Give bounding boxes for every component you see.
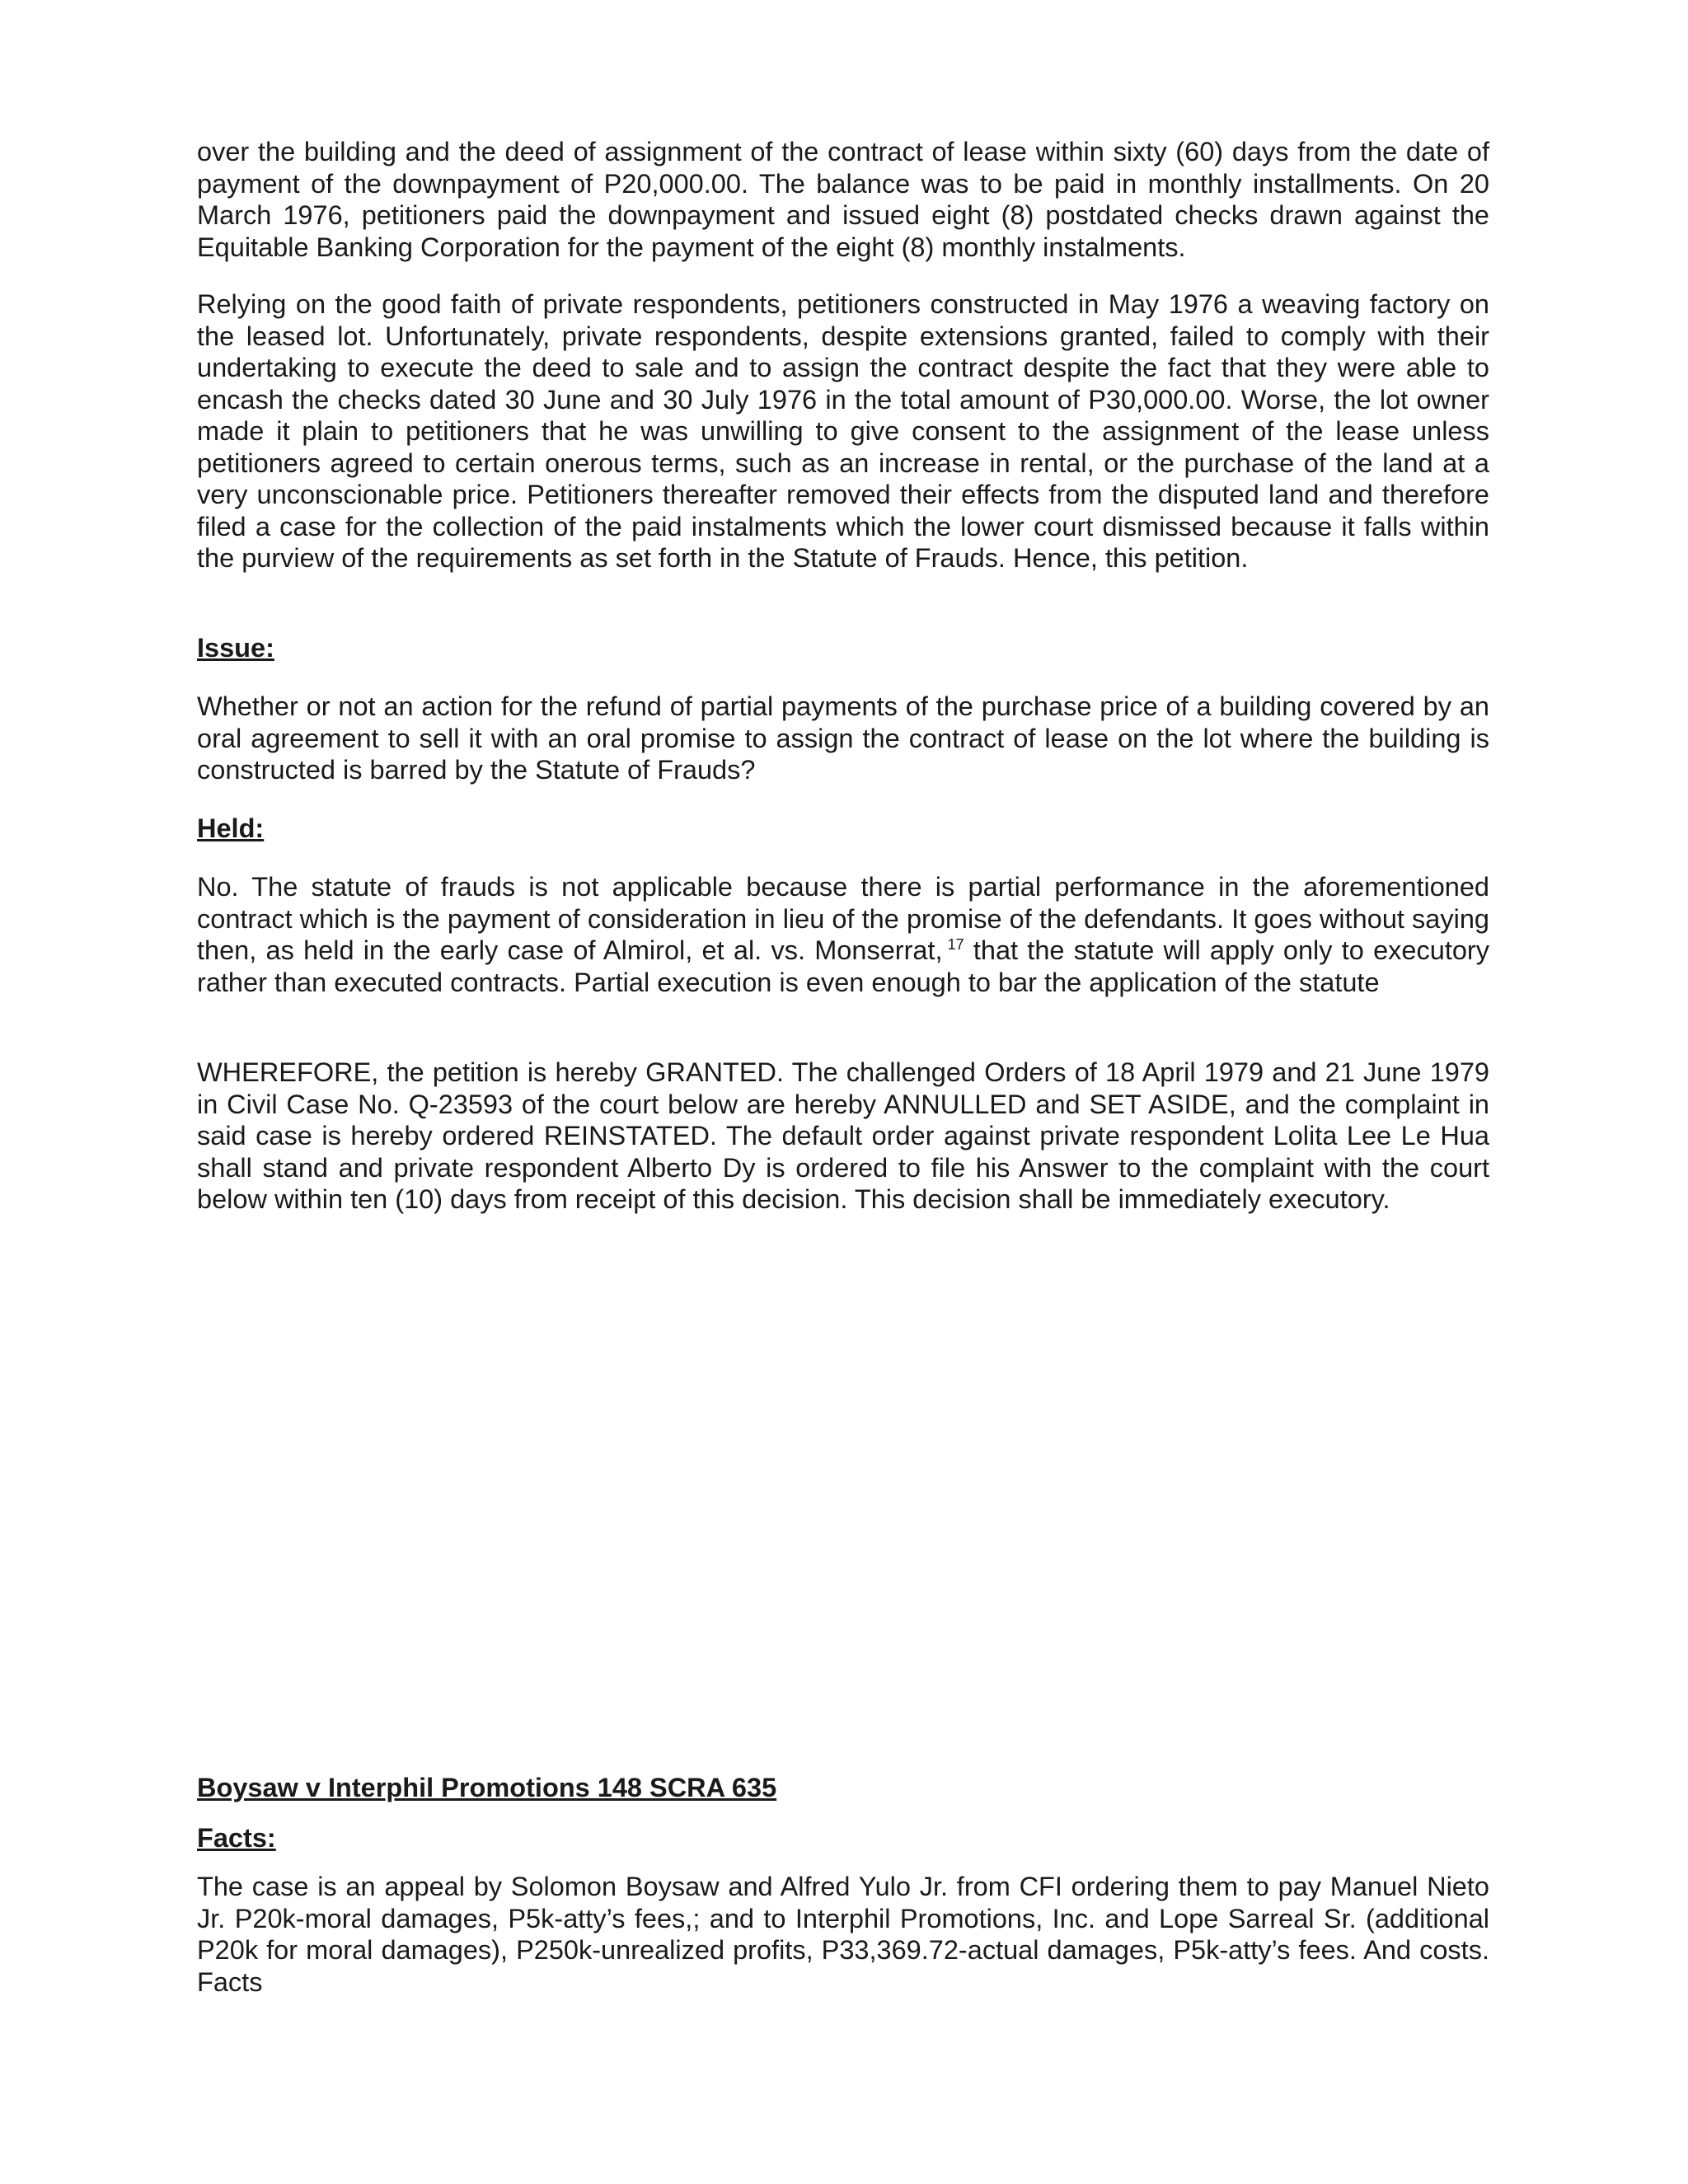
held-text-part2: that the statute will apply only to executory rather than executed contracts. Partial execution is even enough to bar the application of the statute xyxy=(197,935,1489,997)
held-heading: Held: xyxy=(197,813,265,843)
issue-heading-block xyxy=(197,632,1489,664)
facts-heading: Facts: xyxy=(197,1823,276,1853)
case-title: Boysaw v Interphil Promotions 148 SCRA 635 xyxy=(197,1773,777,1802)
footnote-reference: 17 xyxy=(947,936,964,954)
issue-text-block xyxy=(197,691,1489,786)
held-text-part1: No. The statute of frauds is not applicable because there is partial performance in the aforementioned contract which is the payment of consideration in lieu of the promise of the defendants. It goes without saying then, as held in the early case of Almirol, et al. vs. Monserrat, xyxy=(197,872,1489,965)
wherefore-block xyxy=(197,1057,1489,1216)
paragraph-sale-terms xyxy=(197,136,1489,263)
issue-heading: Issue: xyxy=(197,633,274,663)
paragraph-text: Relying on the good faith of private respondents, petitioners constructed in May 1976 a weaving factory on the leased lot. Unfortunately, private respondents, despite extensions granted, failed to comply with their undertaking to execute the deed to sale and to assign the contract despite the fact that they were able to encash the checks dated 30 June and 30 July 1976 in the total amount of P30,000.00. Worse, the lot owner made it plain to petitioners that he was unwilling to give consent to the assignment of the lease unless petitioners agreed to certain onerous terms, such as an increase in rental, or the purchase of the land at a very unconscionable price. Petitioners thereafter removed their effects from the disputed land and therefore filed a case for the collection of the paid instalments which the lower court dismissed because it falls within the purview of the requirements as set forth in the Statute of Frauds. Hence, this petition. xyxy=(197,289,1489,573)
held-heading-block xyxy=(197,813,1489,845)
paragraph-facts-continued xyxy=(197,288,1489,574)
issue-text: Whether or not an action for the refund of partial payments of the purchase price of a building covered by an oral agreement to sell it with an oral promise to assign the contract of lease on the lot where the building is constructed is barred by the Statute of Frauds? xyxy=(197,691,1489,785)
facts-text-block xyxy=(197,1871,1489,1998)
held-text xyxy=(197,871,1489,998)
facts-heading-block xyxy=(197,1822,1489,1854)
case-title-block xyxy=(197,1772,1489,1804)
held-text-block xyxy=(197,871,1489,998)
facts-text: The case is an appeal by Solomon Boysaw and Alfred Yulo Jr. from CFI ordering them to pay Manuel Nieto Jr. P20k-moral damages, P5k-atty’s fees,; and to Interphil Promotions, Inc. and Lope Sarreal Sr. (additional P20k for moral damages), P250k-unrealized profits, P33,369.72-actual damages, P5k-atty’s fees. And costs. Facts xyxy=(197,1872,1489,1997)
paragraph-text: over the building and the deed of assignment of the contract of lease within sixty (60) days from the date of payment of the downpayment of P20,000.00. The balance was to be paid in monthly installments. On 20 March 1976, petitioners paid the downpayment and issued eight (8) postdated checks drawn against the Equitable Banking Corporation for the payment of the eight (8) monthly instalments. xyxy=(197,137,1489,262)
wherefore-text: WHEREFORE, the petition is hereby GRANTED. The challenged Orders of 18 April 1979 and 21 June 1979 in Civil Case No. Q-23593 of the court below are hereby ANNULLED and SET ASIDE, and the complaint in said case is hereby ordered REINSTATED. The default order against private respondent Lolita Lee Le Hua shall stand and private respondent Alberto Dy is ordered to file his Answer to the complaint with the court below within ten (10) days from receipt of this decision. This decision shall be immediately executory. xyxy=(197,1057,1489,1214)
